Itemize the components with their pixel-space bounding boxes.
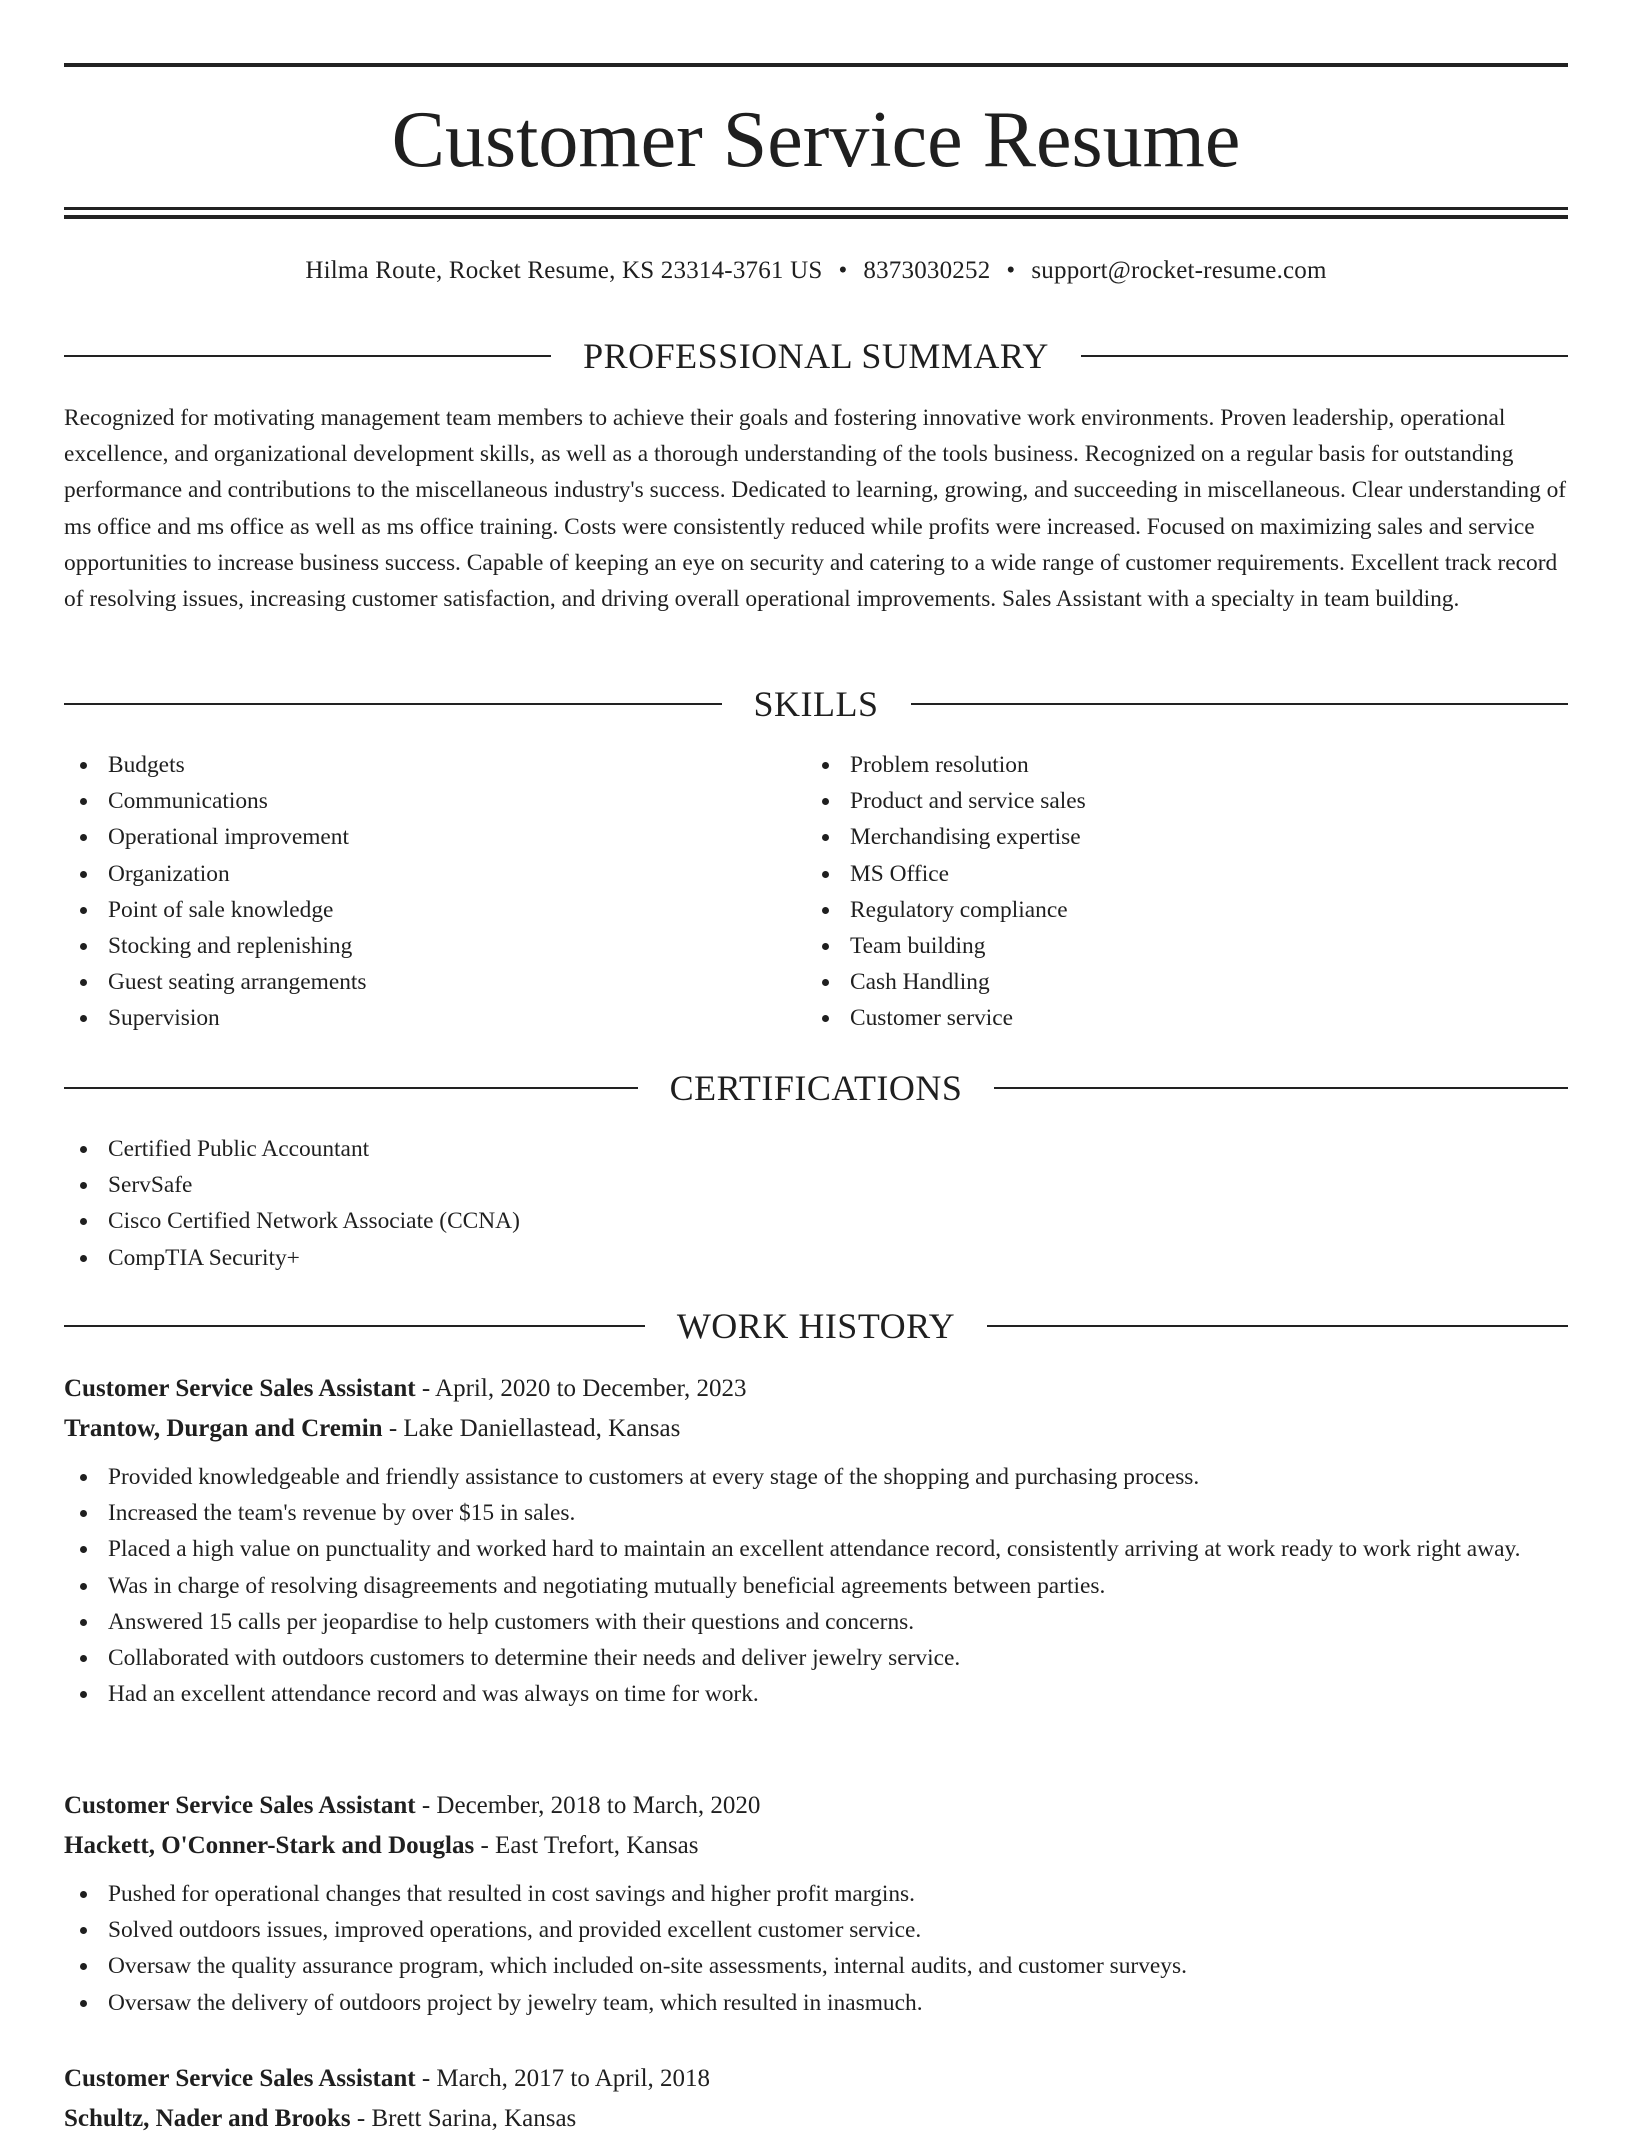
skills-heading-label: SKILLS	[753, 684, 879, 724]
job-entry	[64, 1786, 1568, 2021]
certification-item: Cisco Certified Network Associate (CCNA)	[64, 1203, 1568, 1239]
job-bullet: Was in charge of resolving disagreements and negotiating mutually beneficial agreements between parties.	[64, 1568, 1568, 1604]
job-title: Customer Service Sales Assistant	[64, 1792, 416, 1819]
job-company: Hackett, O'Conner-Stark and Douglas	[64, 1832, 475, 1859]
skill-item: Regulatory compliance	[806, 892, 1546, 928]
job-bullet: Collaborated with outdoors customers to determine their needs and deliver jewelry service.	[64, 1640, 1568, 1676]
heading-rule	[64, 1087, 638, 1089]
heading-rule	[987, 1325, 1568, 1327]
title-rule-upper	[64, 207, 1568, 210]
heading-rule	[64, 1325, 645, 1327]
job-bullet: Increased the team's revenue by over $15 in sales.	[64, 1495, 1568, 1531]
summary-heading-label: PROFESSIONAL SUMMARY	[583, 336, 1049, 376]
skill-item: Operational improvement	[64, 819, 804, 855]
skills-list-left	[64, 747, 804, 1037]
job-company: Schultz, Nader and Brooks	[64, 2105, 351, 2132]
job-bullets	[64, 1459, 1568, 1712]
heading-rule	[994, 1087, 1568, 1089]
resume-title: Customer Service Resume	[391, 96, 1241, 184]
job-entry	[64, 1369, 1568, 1712]
skill-item: Merchandising expertise	[806, 819, 1546, 855]
work-history-heading-label: WORK HISTORY	[676, 1306, 956, 1346]
job-bullet: Oversaw the quality assurance program, which included on-site assessments, internal audits, and customer surveys.	[64, 1948, 1568, 1984]
certifications-heading	[64, 1066, 1568, 1110]
top-rule	[64, 63, 1568, 67]
skill-item: Stocking and replenishing	[64, 928, 804, 964]
contact-address: Hilma Route, Rocket Resume, KS 23314-3761 US	[305, 257, 823, 284]
heading-rule	[911, 703, 1569, 705]
skill-item: Cash Handling	[806, 964, 1546, 1000]
skill-item: MS Office	[806, 856, 1546, 892]
job-bullet: Answered 15 calls per jeopardise to help customers with their questions and concerns.	[64, 1604, 1568, 1640]
job-title: Customer Service Sales Assistant	[64, 1375, 416, 1402]
skill-item: Guest seating arrangements	[64, 964, 804, 1000]
skill-item: Point of sale knowledge	[64, 892, 804, 928]
job-location: - Brett Sarina, Kansas	[356, 2105, 577, 2132]
heading-rule	[1081, 355, 1568, 357]
job-title-line	[64, 1369, 1568, 1409]
job-bullet: Pushed for operational changes that resulted in cost savings and higher profit margins.	[64, 1876, 1568, 1912]
skill-item: Team building	[806, 928, 1546, 964]
certifications-list	[64, 1131, 1568, 1276]
contact-email: support@rocket-resume.com	[1031, 257, 1327, 284]
contact-phone: 8373030252	[863, 257, 991, 284]
job-location: - East Trefort, Kansas	[480, 1832, 699, 1859]
skill-item: Problem resolution	[806, 747, 1546, 783]
job-bullet: Solved outdoors issues, improved operations, and provided excellent customer service.	[64, 1912, 1568, 1948]
job-company: Trantow, Durgan and Cremin	[64, 1415, 383, 1442]
summary-heading	[64, 334, 1568, 378]
skill-item: Product and service sales	[806, 783, 1546, 819]
job-bullets	[64, 1876, 1568, 2021]
certification-item: ServSafe	[64, 1167, 1568, 1203]
job-entry	[64, 2059, 1568, 2139]
heading-rule	[64, 703, 722, 705]
skills-list-right	[806, 747, 1546, 1037]
contact-separator: •	[1006, 257, 1016, 284]
certifications-heading-label: CERTIFICATIONS	[669, 1068, 963, 1108]
contact-line	[64, 253, 1568, 289]
job-dates: - March, 2017 to April, 2018	[421, 2065, 711, 2092]
title-rule-lower	[64, 215, 1568, 219]
skills-heading	[64, 682, 1568, 726]
certification-item: CompTIA Security+	[64, 1240, 1568, 1276]
job-bullet: Provided knowledgeable and friendly assistance to customers at every stage of the shopping and purchasing process.	[64, 1459, 1568, 1495]
job-bullet: Had an excellent attendance record and was always on time for work.	[64, 1676, 1568, 1712]
job-dates: - April, 2020 to December, 2023	[421, 1375, 747, 1402]
skill-item: Budgets	[64, 747, 804, 783]
skill-item: Organization	[64, 856, 804, 892]
job-dates: - December, 2018 to March, 2020	[421, 1792, 761, 1819]
job-title: Customer Service Sales Assistant	[64, 2065, 416, 2092]
contact-separator: •	[838, 257, 848, 284]
job-title-line	[64, 2059, 1568, 2099]
certification-item: Certified Public Accountant	[64, 1131, 1568, 1167]
job-company-line	[64, 1826, 1568, 1866]
heading-rule	[64, 355, 551, 357]
job-bullet: Placed a high value on punctuality and worked hard to maintain an excellent attendance record, consistently arriving at work ready to work right away.	[64, 1531, 1568, 1567]
job-location: - Lake Daniellastead, Kansas	[388, 1415, 681, 1442]
summary-text: Recognized for motivating management team members to achieve their goals and fostering innovative work environments. Proven leadership, operational excellence, and organizational development skills, as well as a thorough understanding of the tools business. Recognized on a regular basis for outstanding performance and contributions to the miscellaneous industry's success. Dedicated to learning, growing, and succeeding in miscellaneous. Clear understanding of ms office and ms office as well as ms office training. Costs were consistently reduced while profits were increased. Focused on maximizing sales and service opportunities to increase business success. Capable of keeping an eye on security and catering to a wide range of customer requirements. Excellent track record of resolving issues, increasing customer satisfaction, and driving overall operational improvements. Sales Assistant with a specialty in team building.	[64, 405, 1567, 613]
job-company-line	[64, 1409, 1568, 1449]
job-title-line	[64, 1786, 1568, 1826]
job-bullet: Oversaw the delivery of outdoors project by jewelry team, which resulted in inasmuch.	[64, 1985, 1568, 2021]
job-company-line	[64, 2099, 1568, 2139]
skill-item: Communications	[64, 783, 804, 819]
skill-item: Supervision	[64, 1000, 804, 1036]
work-history-heading	[64, 1304, 1568, 1348]
skill-item: Customer service	[806, 1000, 1546, 1036]
